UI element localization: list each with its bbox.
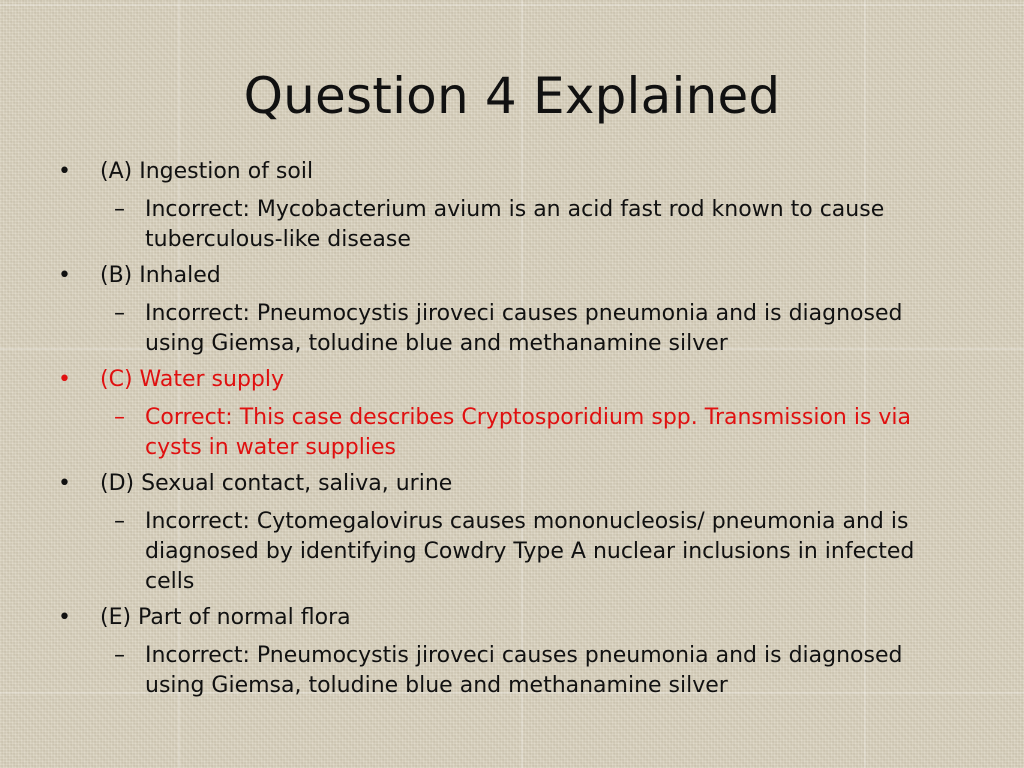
- answer-option-c: [58, 365, 958, 395]
- answer-explanation-a: [58, 195, 951, 255]
- option-label: (D) Sexual contact, saliva, urine: [100, 471, 453, 496]
- option-label: (E) Part of normal flora: [100, 605, 351, 630]
- answer-option-e: [58, 603, 958, 633]
- dash-icon: –: [114, 509, 125, 534]
- dash-icon: –: [114, 301, 125, 326]
- explanation-text: Correct: This case describes Cryptosporidium spp. Transmission is via cysts in water supplies: [145, 405, 912, 460]
- option-label: (B) Inhaled: [100, 263, 221, 288]
- dash-icon: –: [114, 197, 125, 222]
- answer-option-a: [58, 157, 958, 187]
- bullet-icon: •: [58, 367, 71, 392]
- bullet-icon: •: [58, 605, 71, 630]
- answer-explanation-d: [58, 507, 951, 597]
- explanation-text: Incorrect: Cytomegalovirus causes mononucleosis/ pneumonia and is diagnosed by identifying Cowdry Type A nuclear inclusions in infected cells: [145, 509, 915, 594]
- bullet-icon: •: [58, 471, 71, 496]
- bullet-icon: •: [58, 159, 71, 184]
- answer-explanation-c: [58, 403, 951, 463]
- dash-icon: –: [114, 405, 125, 430]
- option-label: (A) Ingestion of soil: [100, 159, 314, 184]
- texture-seam: [0, 4, 1024, 6]
- answer-list: [58, 157, 958, 701]
- answer-explanation-e: [58, 641, 951, 701]
- bullet-icon: •: [58, 263, 71, 288]
- answer-explanation-b: [58, 299, 951, 359]
- option-label: (C) Water supply: [100, 367, 285, 392]
- slide-title: Question 4 Explained: [243, 67, 781, 125]
- explanation-text: Incorrect: Pneumocystis jiroveci causes pneumonia and is diagnosed using Giemsa, toludine blue and methanamine silver: [145, 643, 903, 698]
- answer-option-b: [58, 261, 958, 291]
- explanation-text: Incorrect: Pneumocystis jiroveci causes pneumonia and is diagnosed using Giemsa, toludine blue and methanamine silver: [145, 301, 903, 356]
- answer-option-d: [58, 469, 958, 499]
- dash-icon: –: [114, 643, 125, 668]
- explanation-text: Incorrect: Mycobacterium avium is an acid fast rod known to cause tuberculous-like disease: [145, 197, 885, 252]
